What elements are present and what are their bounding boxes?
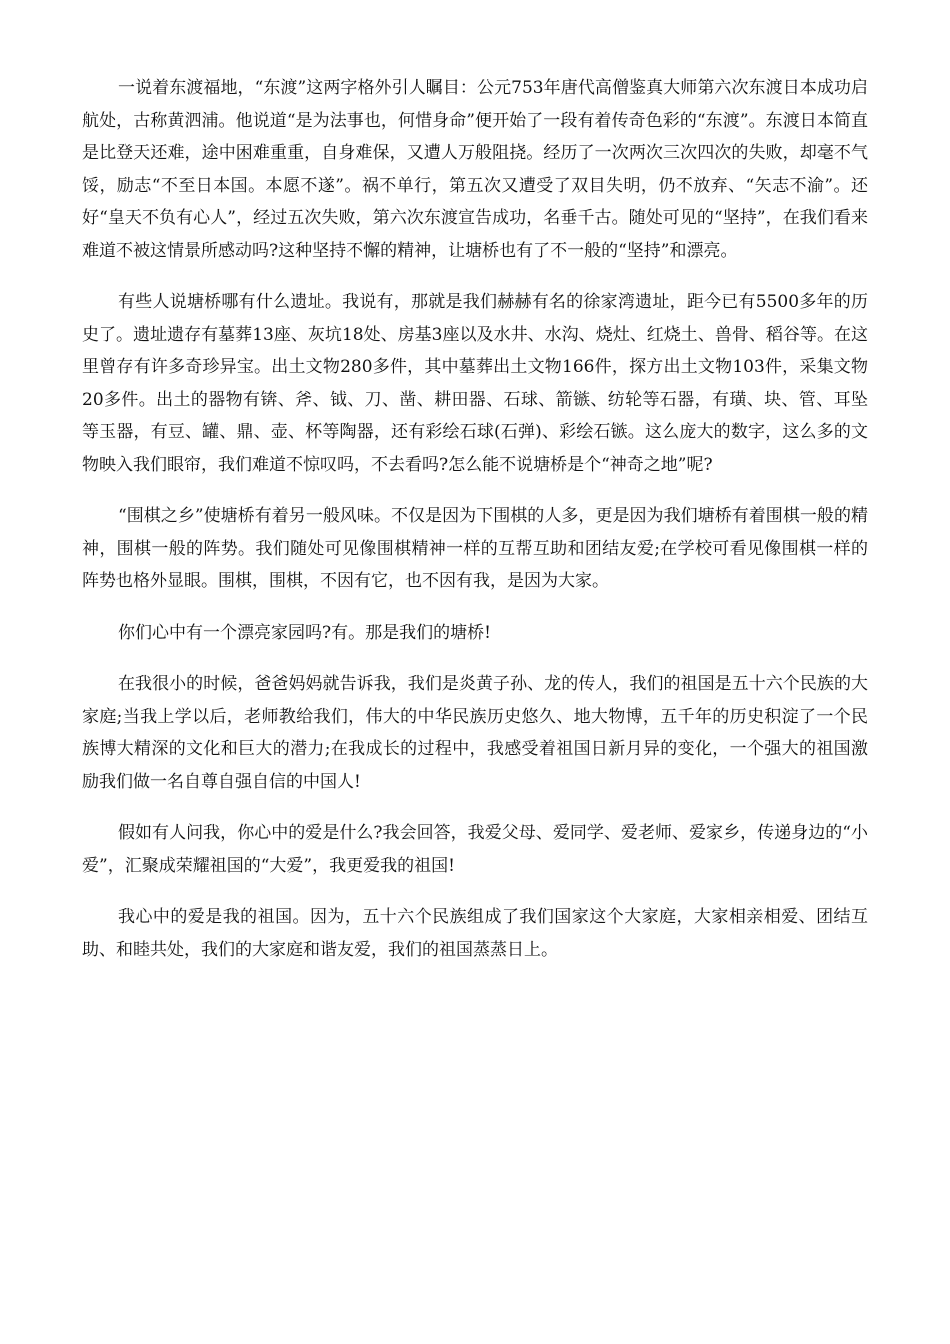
paragraph-xujiawan-site: 有些人说塘桥哪有什么遗址。我说有，那就是我们赫赫有名的徐家湾遗址，距今已有5500多年的历史了。遗址遗存有墓葬13座、灰坑18处、房基3座以及水井、水沟、烧灶、红烧土、兽骨、稻谷等。在这里曾存有许多奇珍异宝。出土文物280多件，其中墓葬出土文物166件，探方出土文物103件，采集文物20多件。出土的器物有锛、斧、钺、刀、凿、耕田器、石球、箭镞、纺轮等石器，有璜、块、管、耳坠等玉器，有豆、罐、鼎、壶、杯等陶器，还有彩绘石球(石弹)、彩绘石镞。这么庞大的数字，这么多的文物映入我们眼帘，我们难道不惊叹吗，不去看吗?怎么能不说塘桥是个“神奇之地”呢? (82, 292, 868, 475)
document-page (82, 72, 868, 985)
paragraph-weiqi-hometown: “围棋之乡”使塘桥有着另一般风味。不仅是因为下围棋的人多，更是因为我们塘桥有着围棋一般的精神，围棋一般的阵势。我们随处可见像围棋精神一样的互帮互助和团结友爱;在学校可看见像围棋一样的阵势也格外显眼。围棋，围棋，不因有它，也不因有我，是因为大家。 (82, 506, 868, 591)
paragraph-love-question: 假如有人问我，你心中的爱是什么?我会回答，我爱父母、爱同学、爱老师、爱家乡，传递身边的“小爱”，汇聚成荣耀祖国的“大爱”，我更爱我的祖国! (82, 823, 868, 876)
paragraph-beautiful-home: 你们心中有一个漂亮家园吗?有。那是我们的塘桥! (118, 622, 491, 643)
paragraph-childhood: 在我很小的时候，爸爸妈妈就告诉我，我们是炎黄子孙、龙的传人，我们的祖国是五十六个民族的大家庭;当我上学以后，老师教给我们，伟大的中华民族历史悠久、地大物博，五千年的历史积淀了一个民族博大精深的文化和巨大的潜力;在我成长的过程中，我感受着祖国日新月异的变化，一个强大的祖国激励我们做一名自尊自强自信的中国人! (82, 674, 868, 792)
paragraph-love-motherland: 我心中的爱是我的祖国。因为，五十六个民族组成了我们国家这个大家庭，大家相亲相爱、团结互助、和睦共处，我们的大家庭和谐友爱，我们的祖国蒸蒸日上。 (82, 907, 868, 960)
paragraph-dongdu: 一说着东渡福地，“东渡”这两字格外引人瞩目：公元753年唐代高僧鉴真大师第六次东渡日本成功启航处，古称黄泗浦。他说道“是为法事也，何惜身命”便开始了一段有着传奇色彩的“东渡”。东渡日本简直是比登天还难，途中困难重重，自身难保，又遭人万般阻挠。经历了一次两次三次四次的失败，却毫不气馁，励志“不至日本国。本愿不遂”。祸不单行，第五次又遭受了双目失明，仍不放弃、“矢志不渝”。还好“皇天不负有心人”，经过五次失败，第六次东渡宣告成功，名垂千古。随处可见的“坚持”，在我们看来难道不被这情景所感动吗?这种坚持不懈的精神，让塘桥也有了不一般的“坚持”和漂亮。 (82, 78, 868, 261)
